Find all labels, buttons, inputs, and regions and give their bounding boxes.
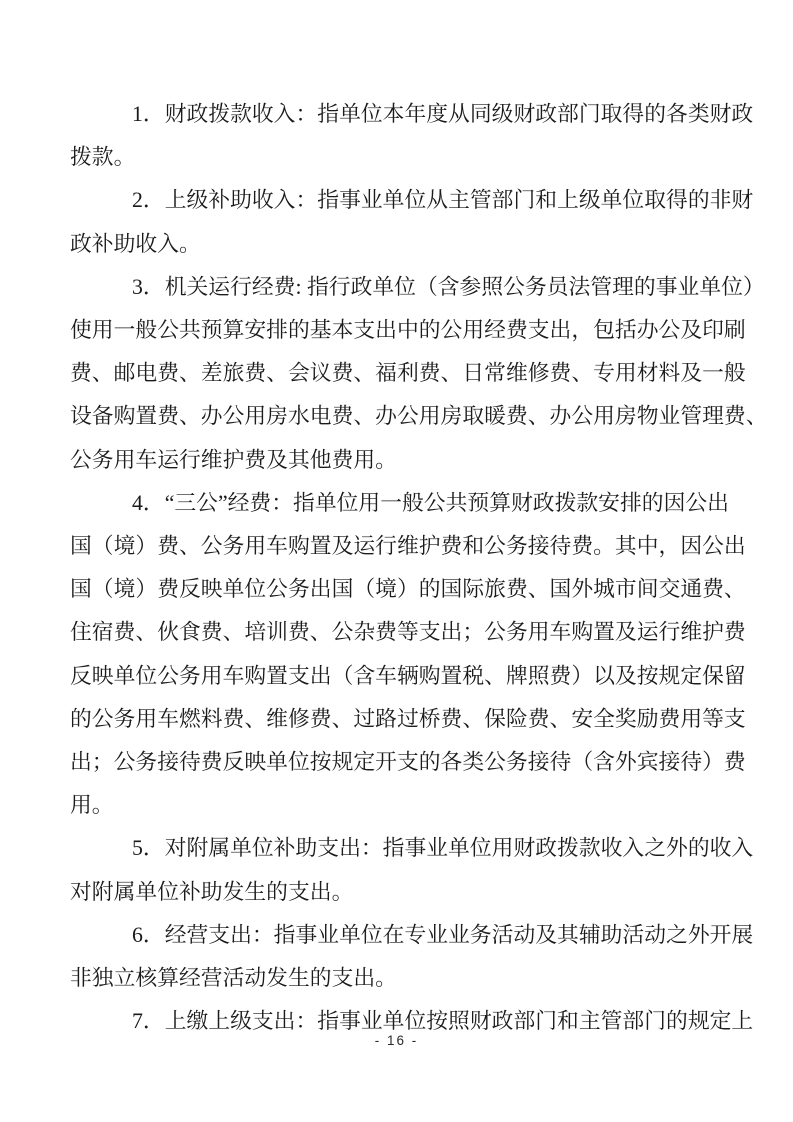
text-line: 使用一般公共预算安排的基本支出中的公用经费支出，包括办公及印刷 xyxy=(70,318,746,343)
text-line: 对附属单位补助发生的支出。 xyxy=(70,879,354,904)
text-line: 4．“三公”经费：指单位用一般公共预算财政拨款安排的因公出 xyxy=(132,490,729,515)
text-line: 政补助收入。 xyxy=(70,231,201,256)
para-5-dui-fushu-danwei-buzhu-zhichu xyxy=(70,827,754,913)
text-line: 住宿费、伙食费、培训费、公杂费等支出；公务用车购置及运行维护费 xyxy=(70,620,746,645)
text-line: 5．对附属单位补助支出：指事业单位用财政拨款收入之外的收入 xyxy=(132,836,754,861)
text-line: 1．财政拨款收入：指单位本年度从同级财政部门取得的各类财政 xyxy=(132,102,754,126)
text-line: 反映单位公务用车购置支出（含车辆购置税、牌照费）以及按规定保留 xyxy=(70,663,746,688)
page-number: - 16 - xyxy=(374,1033,419,1048)
text-line: 7．上缴上级支出：指事业单位按照财政部门和主管部门的规定上 xyxy=(132,1009,754,1034)
text-line: 2．上级补助收入：指事业单位从主管部门和上级单位取得的非财 xyxy=(132,188,754,213)
text-line: 国（境）费反映单位公务出国（境）的国际旅费、国外城市间交通费、 xyxy=(70,577,746,602)
text-line: 非独立核算经营活动发生的支出。 xyxy=(70,966,397,991)
para-2-shangji-buzhu-shouru xyxy=(70,179,754,265)
text-line: 费、邮电费、差旅费、会议费、福利费、日常维修费、专用材料及一般 xyxy=(70,361,746,386)
text-line: 用。 xyxy=(70,793,114,818)
text-line: 国（境）费、公务用车购置及运行维护费和公务接待费。其中，因公出 xyxy=(70,534,746,559)
document-body xyxy=(70,93,768,1043)
text-line: 出；公务接待费反映单位按规定开支的各类公务接待（含外宾接待）费 xyxy=(70,750,746,775)
para-3-jiguan-yunxing-jingfei xyxy=(70,266,768,482)
text-line: 拨款。 xyxy=(70,145,136,170)
text-line: 的公务用车燃料费、维修费、过路过桥费、保险费、安全奖励费用等支 xyxy=(70,706,746,731)
text-line: 公务用车运行维护费及其他费用。 xyxy=(70,447,397,472)
para-4-sangong-jingfei xyxy=(70,482,750,828)
text-line: 设备购置费、办公用房水电费、办公用房取暖费、办公用房物业管理费、 xyxy=(70,404,768,429)
text-line: 3．机关运行经费: 指行政单位（含参照公务员法管理的事业单位） xyxy=(132,274,765,299)
para-1-caizheng-bokuan-shouru xyxy=(70,93,754,179)
text-line: 6．经营支出：指事业单位在专业业务活动及其辅助活动之外开展 xyxy=(132,922,754,947)
para-6-jingying-zhichu xyxy=(70,914,754,1000)
